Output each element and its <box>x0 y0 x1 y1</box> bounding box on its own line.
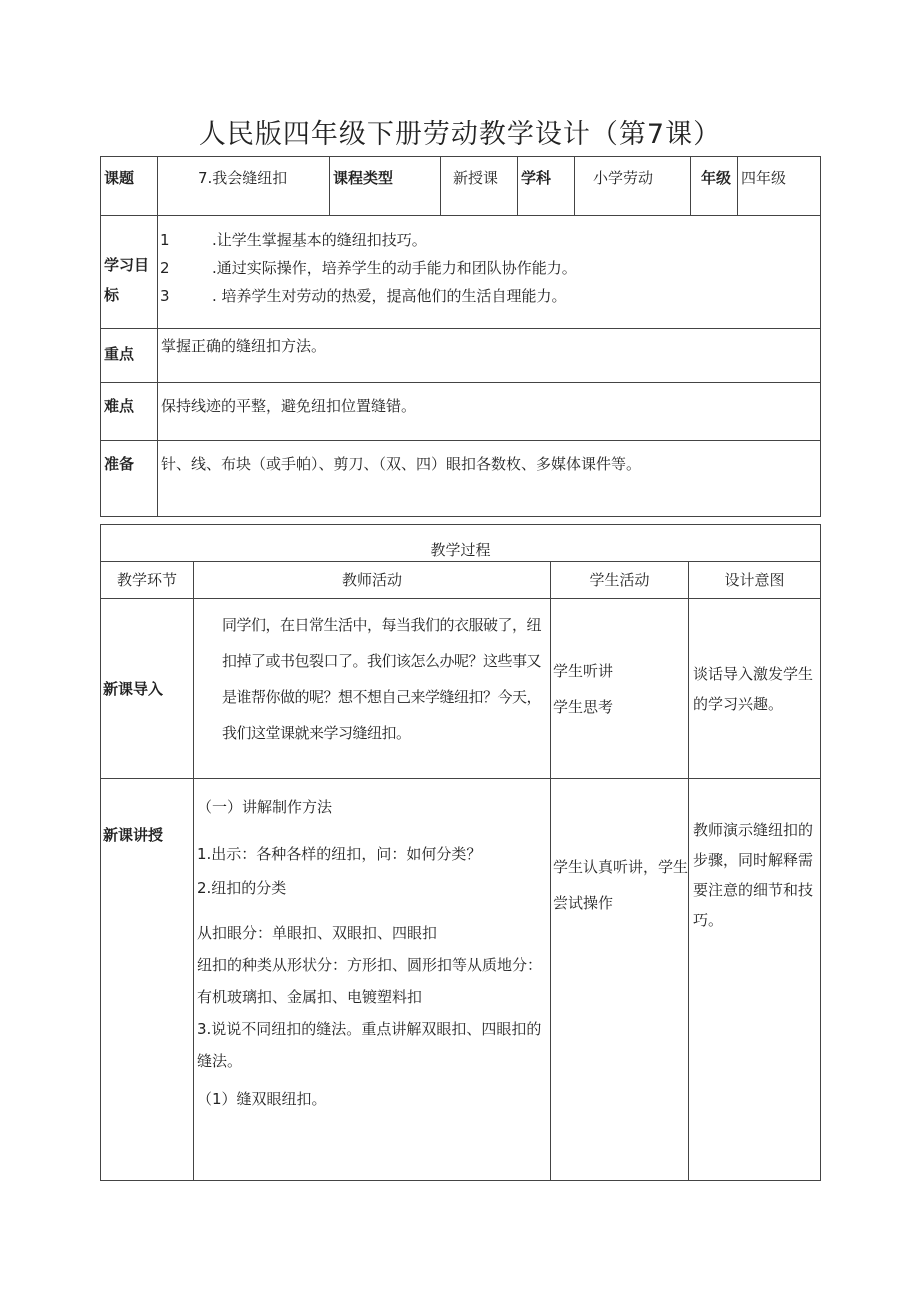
intro-teacher-activity: 同学们，在日常生活中，每当我们的衣服破了，纽扣掉了或书包裂口了。我们该怎么办呢？这些事又是谁帮你做的呢？想不想自己来学缝纽扣？今天，我们这堂课就来学习缝纽扣。 <box>194 599 551 779</box>
preparation-label: 准备 <box>101 441 158 517</box>
objective-item: 3 . 培养学生对劳动的热爱，提高他们的生活自理能力。 <box>160 287 567 305</box>
type-value: 新授课 <box>441 157 518 216</box>
preparation-value: 针、线、布块（或手帕）、剪刀、（双、四）眼扣各数枚、多媒体课件等。 <box>158 441 821 517</box>
difficulty-label: 难点 <box>101 383 158 441</box>
intro-design-intent: 谈话导入激发学生的学习兴趣。 <box>689 599 821 779</box>
type-label: 课程类型 <box>330 157 441 216</box>
key-point-value: 掌握正确的缝纽扣方法。 <box>158 329 821 383</box>
page-title: 人民版四年级下册劳动教学设计（第7课） <box>198 119 722 150</box>
key-point-label: 重点 <box>101 329 158 383</box>
grade-label: 年级 <box>691 157 738 216</box>
process-header: 教学过程 <box>101 525 821 562</box>
intro-student-activity: 学生听讲 学生思考 <box>551 599 689 779</box>
column-header: 设计意图 <box>689 562 821 599</box>
subject-value: 小学劳动 <box>575 157 691 216</box>
objectives-label: 学习目标 <box>101 216 158 329</box>
grade-value: 四年级 <box>738 157 821 216</box>
lesson-teacher-activity: （一）讲解制作方法 1.出示：各种各样的纽扣，问：如何分类？ 2.纽扣的分类 从扣眼分：单眼扣、双眼扣、四眼扣 纽扣的种类从形状分：方形扣、圆形扣等从质地分：有机玻璃扣、金属扣、电镀塑料扣 3.说说不同纽扣的缝法。重点讲解双眼扣、四眼扣的缝法。 （1）缝双眼纽扣。 <box>194 779 551 1181</box>
stage-lesson: 新课讲授 <box>101 779 194 1181</box>
objective-item: 1 .让学生掌握基本的缝纽扣技巧。 <box>160 231 427 249</box>
subject-label: 学科 <box>518 157 575 216</box>
lesson-student-activity: 学生认真听讲，学生尝试操作 <box>551 779 689 1181</box>
topic-label: 课题 <box>101 157 158 216</box>
column-header: 教师活动 <box>194 562 551 599</box>
teaching-process-table <box>100 524 821 1181</box>
objectives-list <box>158 216 821 329</box>
lesson-design-intent: 教师演示缝纽扣的步骤，同时解释需要注意的细节和技巧。 <box>689 779 821 1181</box>
course-info-table <box>100 156 821 517</box>
difficulty-value: 保持线迹的平整，避免纽扣位置缝错。 <box>158 383 821 441</box>
stage-intro: 新课导入 <box>101 599 194 779</box>
table-row <box>101 599 821 779</box>
objective-item: 2 .通过实际操作，培养学生的动手能力和团队协作能力。 <box>160 259 577 277</box>
table-row <box>101 779 821 1181</box>
column-header: 教学环节 <box>101 562 194 599</box>
column-header: 学生活动 <box>551 562 689 599</box>
topic-value: 7.我会缝纽扣 <box>158 157 330 216</box>
